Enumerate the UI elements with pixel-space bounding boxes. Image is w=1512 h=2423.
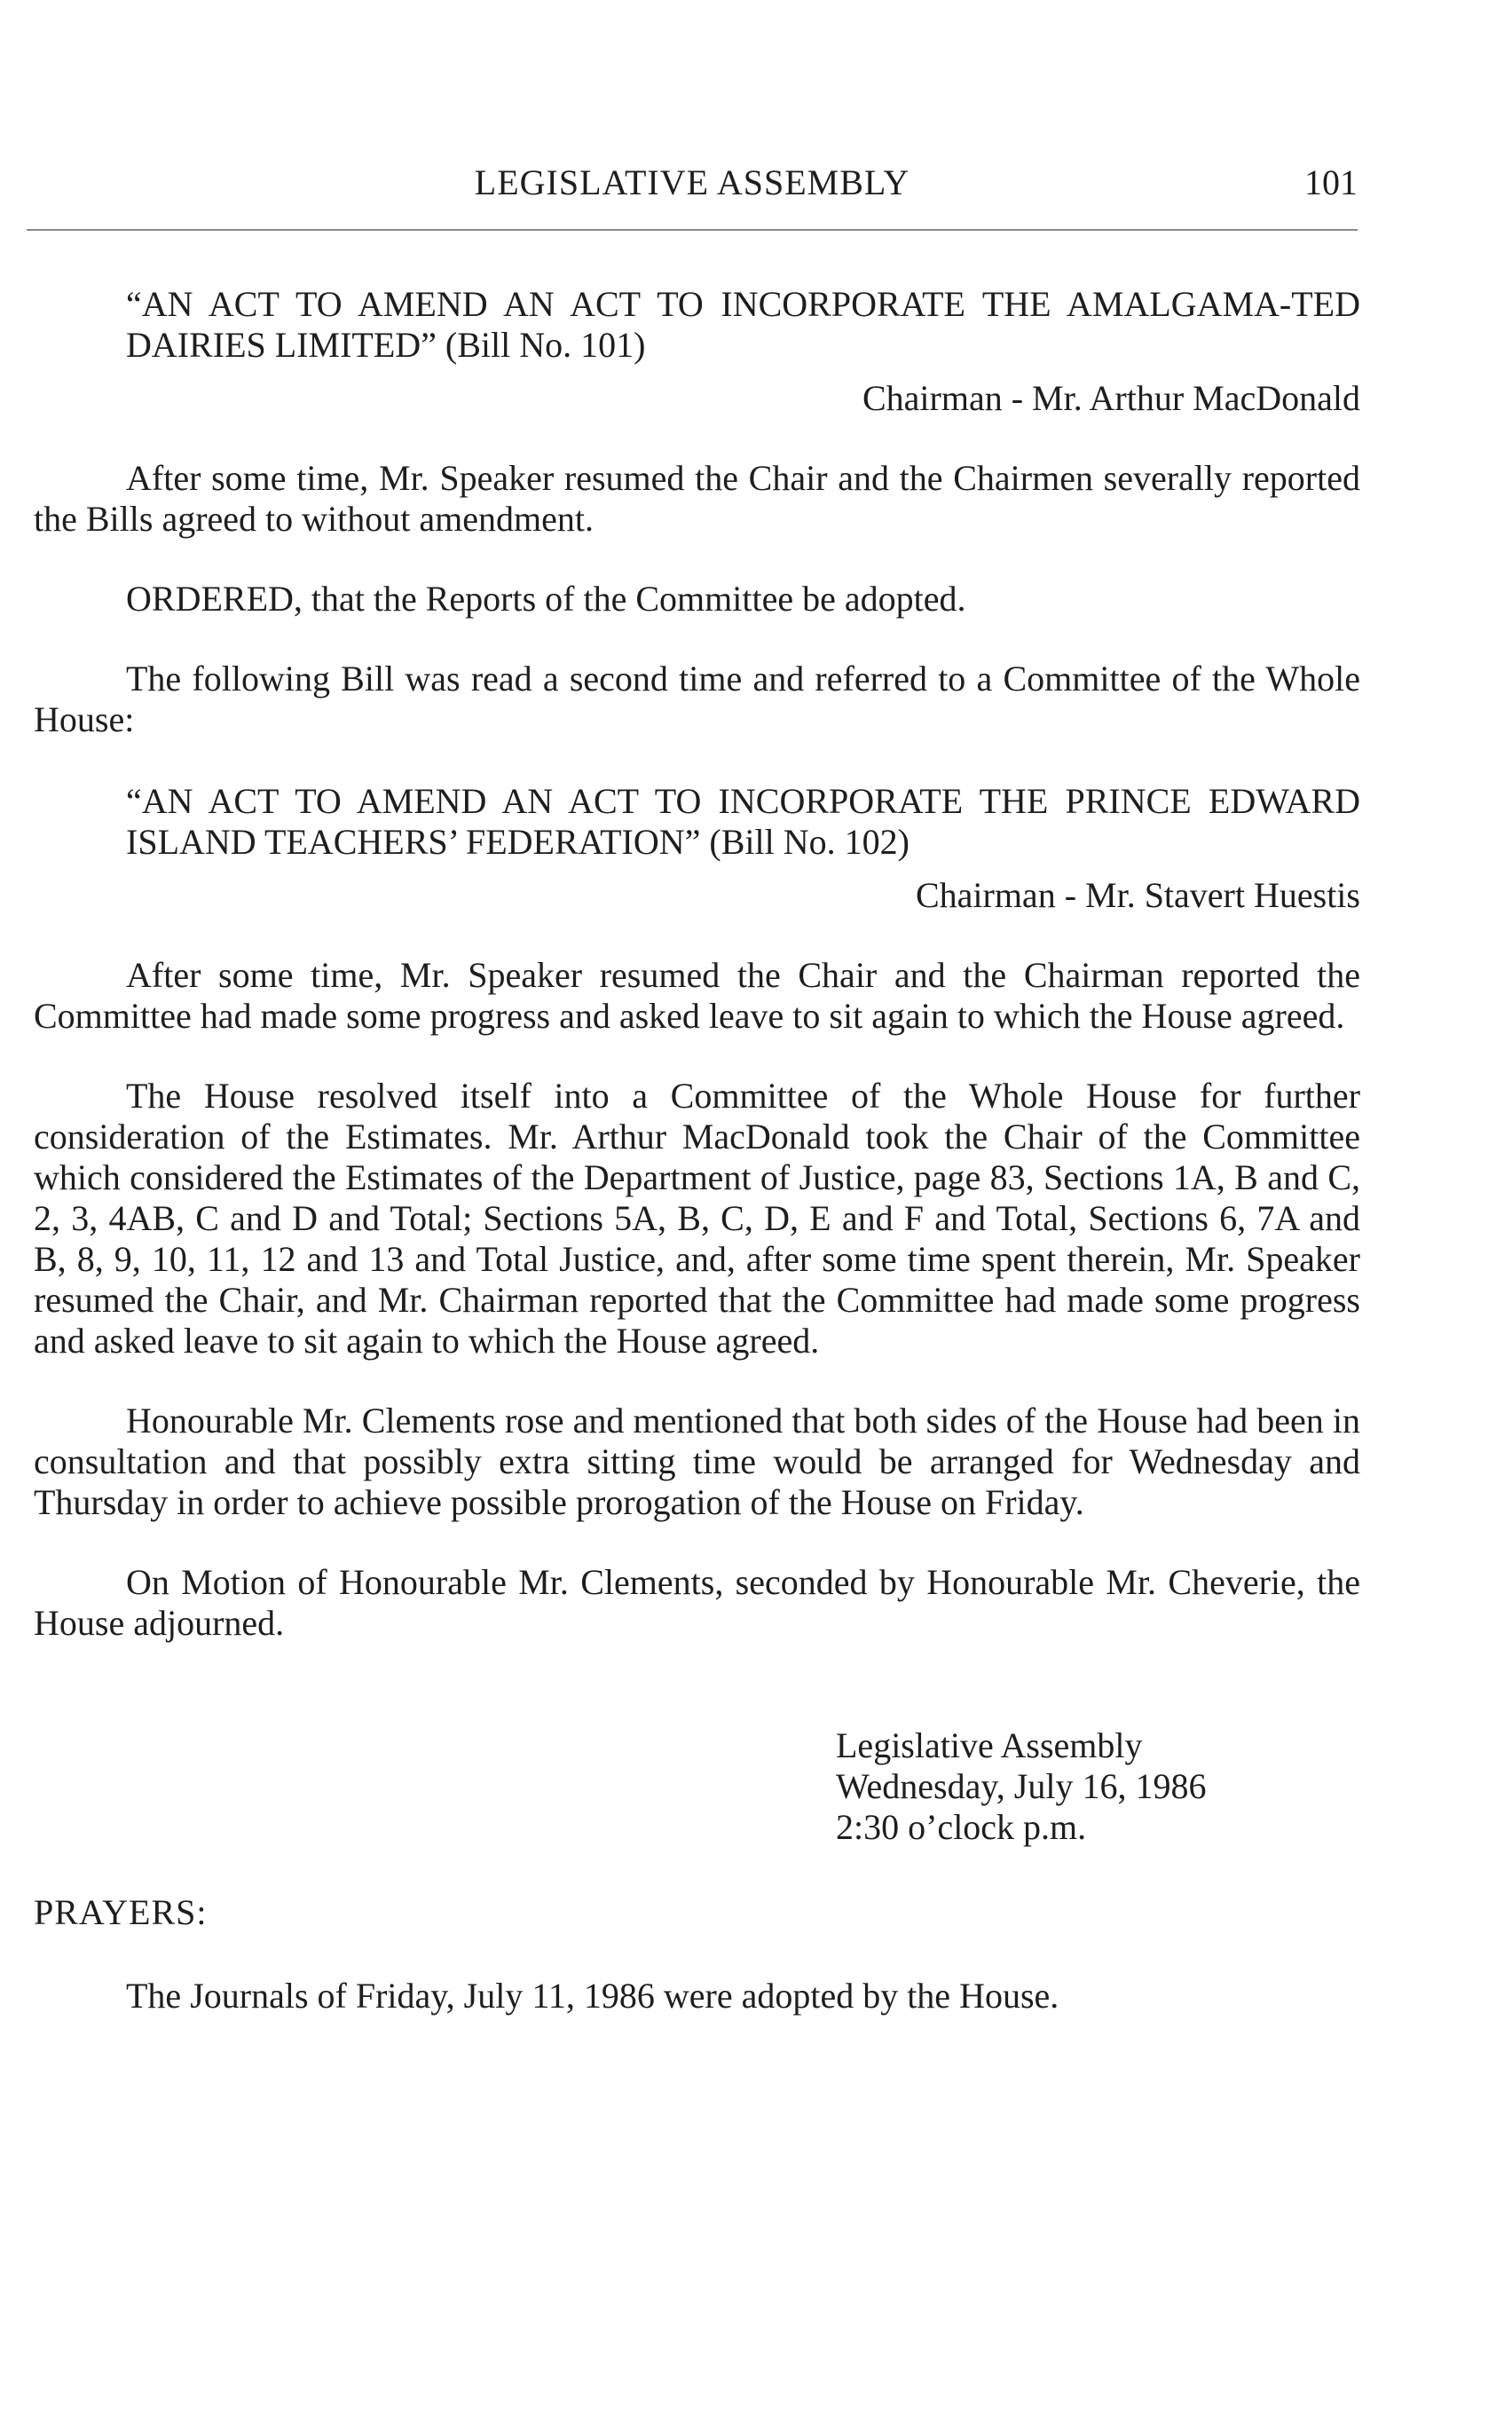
paragraph-ordered: ORDERED, that the Reports of the Committee be adopted.	[126, 579, 966, 619]
paragraph-adjourned: On Motion of Honourable Mr. Clements, seconded by Honourable Mr. Cheverie, the House adjourned.	[34, 1562, 1360, 1643]
bill-101-chairman: Chairman - Mr. Arthur MacDonald	[862, 378, 1360, 418]
header-rule	[27, 229, 1358, 231]
sitting-time: 2:30 o’clock p.m.	[836, 1807, 1087, 1847]
sitting-heading	[836, 1725, 1360, 1848]
sitting-body: Legislative Assembly	[836, 1725, 1143, 1765]
paragraph-progress: After some time, Mr. Speaker resumed the Chair and the Chairman reported the Committee had made some progress and asked leave to sit again to which the House agreed.	[34, 955, 1360, 1036]
paragraph-estimates: The House resolved itself into a Committee of the Whole House for further consideration of the Estimates. Mr. Arthur MacDonald took the Chair of the Committee which considered the Estimates of the Department of Justice, page 83, Sections 1A, B and C, 2, 3, 4AB, C and D and Total; Sections 5A, B, C, D, E and F and Total, Sections 6, 7A and B, 8, 9, 10, 11, 12 and 13 and Total Justice, and, after some time spent therein, Mr. Speaker resumed the Chair, and Mr. Chairman reported that the Committee had made some progress and asked leave to sit again to which the House agreed.	[34, 1076, 1360, 1361]
bill-102-title: “AN ACT TO AMEND AN ACT TO INCORPORATE THE PRINCE EDWARD ISLAND TEACHERS’ FEDERATION” (Bill No. 102)	[126, 781, 1360, 862]
running-head	[27, 162, 1358, 206]
journal-body	[34, 284, 1360, 2017]
bill-101-title: “AN ACT TO AMEND AN ACT TO INCORPORATE THE AMALGAMA-TED DAIRIES LIMITED” (Bill No. 101)	[126, 284, 1360, 365]
paragraph-clements: Honourable Mr. Clements rose and mentioned that both sides of the House had been in consultation and that possibly extra sitting time would be arranged for Wednesday and Thursday in order to achieve possible prorogation of the House on Friday.	[34, 1401, 1360, 1522]
page-number: 101	[1304, 162, 1358, 202]
paragraph-second-reading: The following Bill was read a second time and referred to a Committee of the Whole House:	[34, 659, 1360, 739]
paragraph-report: After some time, Mr. Speaker resumed the Chair and the Chairmen severally reported the Bills agreed to without amendment.	[34, 458, 1360, 539]
sitting-date: Wednesday, July 16, 1986	[836, 1766, 1207, 1806]
paragraph-journals: The Journals of Friday, July 11, 1986 were adopted by the House.	[126, 1976, 1059, 2016]
running-title: LEGISLATIVE ASSEMBLY	[474, 162, 910, 202]
prayers-heading: PRAYERS:	[34, 1892, 208, 1932]
bill-102-chairman: Chairman - Mr. Stavert Huestis	[915, 875, 1360, 915]
